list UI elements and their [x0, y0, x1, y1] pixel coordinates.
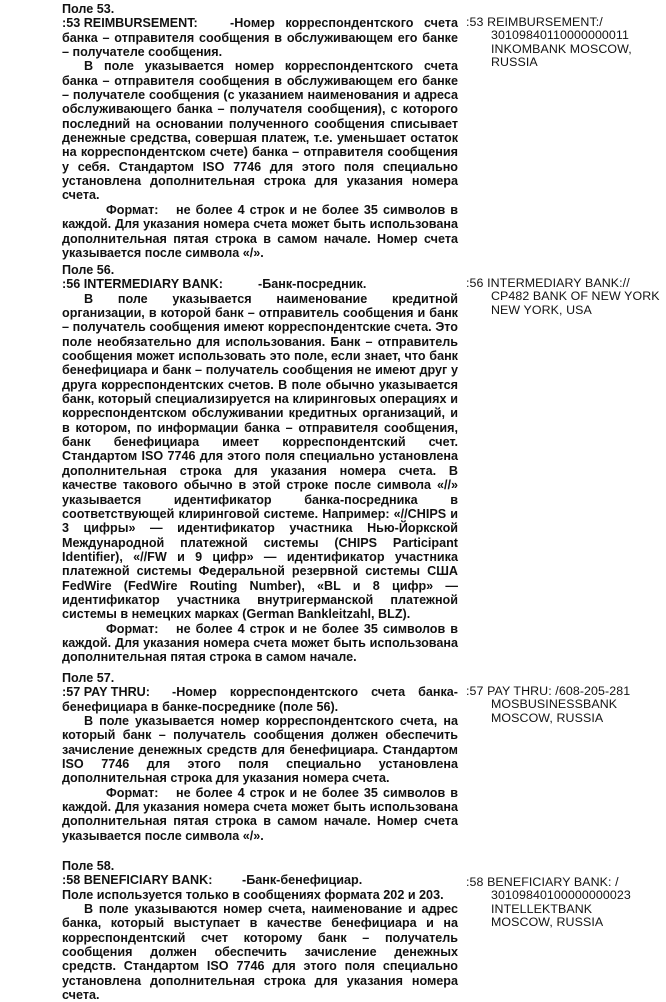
field-format — [62, 786, 458, 843]
format-label: Формат: — [106, 202, 159, 217]
field-56-example — [466, 277, 666, 317]
example-line: 30109840110000000011 — [491, 28, 629, 43]
example-line: :56 INTERMEDIARY BANK:// — [466, 276, 630, 290]
field-body: В поле указывается номер корреспондентского счета, на который банк – получатель сообщения должен обеспечить зачисление денежных средств для бенефициара. Стандартом ISO 7746 для этого поля специально установлена дополнительная строка для указания номера счета. — [62, 714, 458, 786]
field-code: :56 INTERMEDIARY BANK: — [62, 277, 223, 292]
field-description: -Банк-посредник. — [258, 277, 367, 292]
format-text: не более 4 строк и не более 35 символов в каждой. Для указания номера счета может быть использована дополнительная пятая строка в самом начале. Номер счета указывается после символа «/». — [62, 202, 458, 260]
field-description: -Номер корреспондентского счета банка-бенефициара в банке-посреднике (поле 56). — [62, 685, 458, 714]
example-line: :58 BENEFICIARY BANK: / — [466, 875, 619, 889]
field-58-text — [62, 859, 458, 1002]
example-line: :57 PAY THRU: /608-205-281 — [466, 684, 631, 698]
field-code-line — [62, 873, 458, 887]
field-title: Поле 56. — [62, 263, 115, 277]
field-body-pre: Поле используется только в сообщениях формата 202 и 203. — [62, 887, 444, 902]
example-line: RUSSIA — [491, 55, 538, 70]
field-57-text — [62, 671, 458, 843]
format-text: не более 4 строк и не более 35 символов в каждой. Для указания номера счета может быть использована дополнительная пятая строка в самом начале. Номер счета указывается после символа «/». — [62, 785, 458, 843]
field-code-line — [62, 685, 458, 714]
format-text: не более 4 строк и не более 35 символов в каждой. Для указания номера счета может быть использована дополнительная пятая строка в самом начале. — [62, 621, 458, 665]
field-code-line — [62, 277, 458, 291]
example-line: 30109840100000000023 — [491, 888, 631, 903]
field-code: :57 PAY THRU: — [62, 685, 150, 700]
format-label: Формат: — [106, 785, 159, 800]
field-format — [62, 622, 458, 665]
example-line: MOSCOW, RUSSIA — [491, 710, 604, 725]
example-line: INTELLEKTBANK — [491, 901, 593, 916]
field-56-text — [62, 263, 458, 665]
example-line: MOSCOW, RUSSIA — [491, 915, 604, 930]
field-53-text — [62, 2, 458, 260]
field-58-example — [466, 876, 666, 930]
field-body: В поле указываются номер счета, наименование и адрес банка, который выступает в качестве бенефициара и на корреспондентский счет которому банк – получатель сообщения должен обеспечить зачисление денежных средств. Стандартом ISO 7746 для этого поля специально установлена дополнительная строка для указания номера счета. — [62, 902, 458, 1002]
field-code: :53 REIMBURSEMENT: — [62, 16, 198, 31]
example-line: MOSBUSINESSBANK — [491, 697, 618, 712]
field-code: :58 BENEFICIARY BANK: — [62, 873, 213, 888]
field-format — [62, 203, 458, 260]
field-53-example — [466, 16, 666, 70]
field-body: В поле указывается наименование кредитной организации, в которой банк – отправитель сообщения и банк – получатель сообщения имеют корреспондентские счета. Это поле необязательно для использования. Банк – отправитель сообщения может использовать это поле, если знает, что банк бенефициара и банк – получатель сообщения не имеют друг у друга корреспондентских счетов. В поле обычно указывается банк, который специализируется на клиринговых операциях и корреспондентском обслуживании кредитных организаций, и в котором, по информации банка – отправителя сообщения, банк бенефициара имеет корреспондентский счет. Стандартом ISO 7746 для этого поля специально установлена дополнительная строка для указания номера счета. В качестве такового обычно в этой строке после символа «//» указывается идентификатор банка-посредника в соответствующей клиринговой системе. Например: «//CHIPS и 3 цифры» — идентификатор участника Нью-Йоркской Международной платежной системы (CHIPS Participant Identifier), «//FW и 9 цифр» — идентификатор участника платежной системы Федеральной резервной системы США FedWire (FedWire Routing Number), «BL и 8 цифр» — идентификатор участника внутригерманской платежной системы в немецких марках (German Bankleitzahl, BLZ). — [62, 291, 458, 622]
example-line: :53 REIMBURSEMENT:/ — [466, 15, 603, 29]
field-title: Поле 58. — [62, 859, 115, 873]
field-title: Поле 53. — [62, 2, 115, 16]
example-line: INKOMBANK MOSCOW, — [491, 41, 632, 56]
format-label: Формат: — [106, 621, 159, 636]
field-title: Поле 57. — [62, 671, 115, 685]
field-code-line — [62, 16, 458, 59]
example-line: NEW YORK, USA — [491, 302, 592, 317]
field-body: В поле указывается номер корреспондентского счета банка – отправителя сообщения в обслуживающем его банке – получателе сообщения (с указанием наименования и адреса обслуживающего банка – получателя сообщения), с которого последний на основании полученного сообщения списывает денежные средства, совершая платеж, т.е. уменьшает остаток на корреспондентском счете) банка – отправителя сообщения у себя. Стандартом ISO 7746 для этого поля специально установлена дополнительная строка для указания номера счета. — [62, 59, 458, 203]
field-57-example — [466, 685, 666, 725]
example-line: CP482 BANK OF NEW YORK — [491, 289, 660, 304]
field-description: -Банк-бенефициар. — [242, 873, 363, 888]
field-description: -Номер корреспондентского счета банка – отправителя сообщения в обслуживающем его банке – получателе сообщения. — [62, 16, 458, 60]
